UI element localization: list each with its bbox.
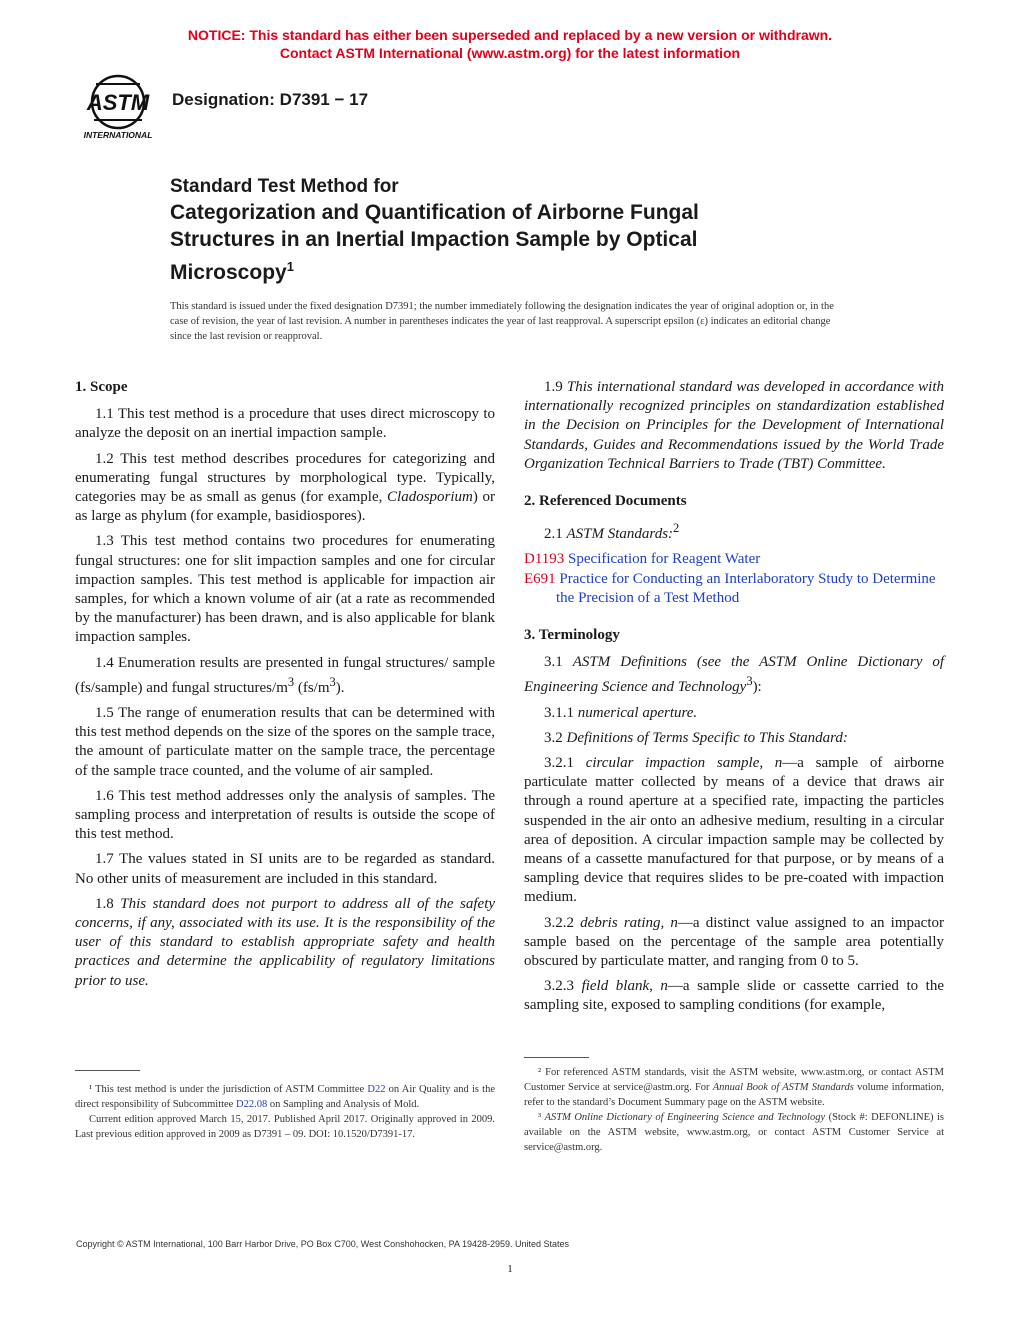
para-2-1 xyxy=(524,519,944,544)
footnote-3 xyxy=(524,1110,944,1155)
para-3-2-3-def: —a sample slide or cassette carried to the sampling site, exposed to sampling conditions (for example, xyxy=(524,978,944,1014)
para-3-2-1-def: —a sample of airborne particulate matter collected by means of a device that draws air through a round aperture at a specified rate, impacting the particles suspended in the air onto an adhesive medium, resulting in a circular area of deposition. A circular impaction sample may be collected by means of a cassette manufactured for that purpose, or by means of a sampling device that requires slides to be pre-coated with impaction medium. xyxy=(524,755,944,906)
footnote-rule-left xyxy=(75,1070,140,1071)
para-1-4-a: 1.4 Enumeration results are presented in fungal structures/ sample (fs/sample) and fungal structures/m xyxy=(75,654,495,696)
ref-d1193-code[interactable]: D1193 xyxy=(524,551,565,568)
notice-line-1: NOTICE: This standard has either been superseded and replaced by a new version or withdrawn. xyxy=(187,27,833,43)
ref-e691-code[interactable]: E691 xyxy=(524,570,556,587)
para-3-1-sup: 3 xyxy=(746,674,753,689)
para-1-9 xyxy=(524,378,944,474)
footnote-2-b: Annual Book of ASTM Standards xyxy=(712,1082,854,1093)
para-3-1-1-text: numerical aperture. xyxy=(577,704,698,721)
para-1-2-a: 1.2 This test method describes procedures for categorizing and enumerating fungal structures by morphological type. Typically, categories may be as small as genus (for example, xyxy=(75,450,495,506)
logo-text: ASTM xyxy=(86,90,150,115)
para-3-1-1-num: 3.1.1 xyxy=(544,704,578,721)
para-3-2-text: Definitions of Terms Specific to This Standard: xyxy=(566,729,848,746)
para-1-8-text: This standard does not purport to address all of the safety concerns, if any, associated with its use. It is the responsibility of the user of this standard to establish appropriate safety and health practices and determine the applicability of regulatory limitations prior to use. xyxy=(75,895,496,989)
para-1-3: 1.3 This test method contains two procedures for enumerating fungal structures: one for slit impaction samples and one for circular impaction samples. This test method is applicable for impaction air samples, for which a known volume of air (at a rate as recommended by the manufacturer) has been drawn, and is also applicable for blank impaction samples. xyxy=(75,533,495,646)
para-3-1 xyxy=(524,653,944,697)
footnote-3-b: ASTM Online Dictionary of Engineering Science and Technology xyxy=(544,1112,826,1123)
para-1-2 xyxy=(75,450,495,527)
footnote-1-edition: Current edition approved March 15, 2017. Published April 2017. Originally approved in 2009. Last previous edition approved in 2009 as D7391 – 09. DOI: 10.1520/D7391-17. xyxy=(75,1114,495,1140)
terminology-heading: 3. Terminology xyxy=(524,627,620,644)
para-3-2-1-num: 3.2.1 xyxy=(544,755,586,772)
para-1-9-text: This international standard was developed in accordance with internationally recognized principles on standardization established in the Decision on Principles for the Development of International Standards, Guides and Recommendations issued by the World Trade Organization Technical Barriers to Trade (TBT) Committee. xyxy=(524,379,944,472)
para-3-2-num: 3.2 xyxy=(544,729,567,746)
footnote-3-c: (Stock #: DEFONLINE) is available on the ASTM website, www.astm.org, or contact ASTM Customer Service at service@astm.org. xyxy=(524,1112,944,1153)
para-1-8-num: 1.8 xyxy=(95,895,121,912)
para-3-2-3 xyxy=(524,977,944,1015)
footnote-1-link-d2208[interactable]: D22.08 xyxy=(235,1099,268,1110)
para-3-2-2-num: 3.2.2 xyxy=(544,914,581,931)
left-column xyxy=(75,378,495,997)
notice-banner xyxy=(0,26,1020,62)
para-3-1-1 xyxy=(524,704,944,723)
para-2-1-sup: 2 xyxy=(673,521,680,536)
astm-logo-icon xyxy=(76,72,160,142)
designation: Designation: D7391 − 17 xyxy=(172,90,369,109)
para-1-4 xyxy=(75,654,495,698)
para-1-4-sup1: 3 xyxy=(287,674,295,689)
title-line-3: Structures in an Inertial Impaction Sample by Optical xyxy=(170,228,698,251)
scope-heading: 1. Scope xyxy=(75,379,128,395)
title-footnote-mark: 1 xyxy=(286,259,294,274)
para-2-1-text: ASTM Standards: xyxy=(566,526,674,543)
footnote-2 xyxy=(524,1065,944,1110)
page-number: 1 xyxy=(507,1263,513,1275)
title-line-2: Categorization and Quantification of Airborne Fungal xyxy=(170,201,699,224)
para-3-2-3-term: field blank, n xyxy=(581,978,668,995)
astm-logo xyxy=(76,72,160,142)
para-3-1-text: ASTM Definitions (see the ASTM Online Dictionary of Engineering Science and Technology xyxy=(524,654,945,696)
para-1-4-e: ). xyxy=(335,679,345,696)
footnote-rule-right xyxy=(524,1057,589,1058)
para-1-9-num: 1.9 xyxy=(544,379,567,395)
para-1-6: 1.6 This test method addresses only the analysis of samples. The sampling process and interpretation of results is outside the scope of this test method. xyxy=(75,787,495,843)
para-3-1-end: ): xyxy=(752,679,762,696)
title-line-4 xyxy=(170,253,890,286)
footnote-1-a: ¹ This test method is under the jurisdiction of ASTM Committee xyxy=(89,1084,368,1095)
para-1-4-c: (fs/m xyxy=(294,679,330,696)
para-1-2-c: ) or as large as phylum (for example, basidiospores). xyxy=(75,489,495,525)
ref-d1193-title[interactable]: Specification for Reagent Water xyxy=(564,551,761,568)
title-line-4-text: Microscopy xyxy=(170,261,287,284)
footnotes-right xyxy=(524,1065,944,1155)
document-title xyxy=(170,175,890,286)
para-3-2-2 xyxy=(524,914,944,972)
footnote-1-c: on Sampling and Analysis of Mold. xyxy=(267,1099,420,1110)
reference-d1193[interactable] xyxy=(524,550,944,569)
para-3-2-1 xyxy=(524,754,944,908)
para-3-2-3-num: 3.2.3 xyxy=(544,978,582,995)
footnote-1-b: on Air Quality and is the direct responsibility of Subcommittee xyxy=(75,1084,495,1110)
footnote-3-a: ³ xyxy=(538,1112,545,1123)
footnote-2-a: ² For referenced ASTM standards, visit the ASTM website, www.astm.org, or contact ASTM Customer Service at service@astm.org. For xyxy=(524,1067,944,1093)
reference-e691[interactable] xyxy=(524,570,944,608)
para-1-5: 1.5 The range of enumeration results that can be determined with this test method depends on the size of the spores on the sample trace, the amount of particulate matter on the sample trace, the percentage of the sample trace counted, and the volume of air sampled. xyxy=(75,705,495,779)
para-3-2 xyxy=(524,729,944,748)
intro-note: This standard is issued under the fixed designation D7391; the number immediately following the designation indicates the year of original adoption or, in the case of revision, the year of last revision. A number in parentheses indicates the year of last reapproval. A superscript epsilon (ε) indicates an editorial change since the last revision or reapproval. xyxy=(170,301,834,342)
copyright-line: Copyright © ASTM International, 100 Barr Harbor Drive, PO Box C700, West Conshohocken, PA 19428-2959. United States xyxy=(76,1239,570,1249)
para-1-7: 1.7 The values stated in SI units are to be regarded as standard. No other units of measurement are included in this standard. xyxy=(75,851,495,887)
para-1-8 xyxy=(75,895,495,991)
ref-e691-title[interactable]: Practice for Conducting an Interlaboratory Study to Determine the Precision of a Test Method xyxy=(555,570,936,606)
para-3-1-num: 3.1 xyxy=(544,654,573,671)
para-3-2-1-term: circular impaction sample, n xyxy=(585,755,783,772)
footnote-1 xyxy=(75,1082,495,1112)
para-2-1-num: 2.1 xyxy=(544,526,567,543)
para-1-1: 1.1 This test method is a procedure that uses direct microscopy to analyze the deposit on an inertial impaction sample. xyxy=(75,406,495,442)
referenced-documents-heading: 2. Referenced Documents xyxy=(524,493,687,510)
footnotes-left xyxy=(75,1082,495,1142)
para-3-2-2-term: debris rating, n xyxy=(580,914,678,931)
title-line-1: Standard Test Method for xyxy=(170,176,399,197)
right-column xyxy=(524,378,944,1022)
para-1-4-sup2: 3 xyxy=(329,674,336,689)
footnote-1-link-d22[interactable]: D22 xyxy=(367,1084,386,1095)
para-1-2-genus: Cladosporium xyxy=(387,489,473,506)
notice-line-2: Contact ASTM International (www.astm.org) for the latest information xyxy=(279,45,741,61)
footnote-2-c: volume information, refer to the standard’s Document Summary page on the ASTM website. xyxy=(524,1082,944,1108)
para-3-2-2-def: —a distinct value assigned to an impactor sample based on the percentage of the sample area potentially obscured by particulate matter, and ranging from 0 to 5. xyxy=(524,914,944,970)
logo-subtext: INTERNATIONAL xyxy=(83,130,153,140)
